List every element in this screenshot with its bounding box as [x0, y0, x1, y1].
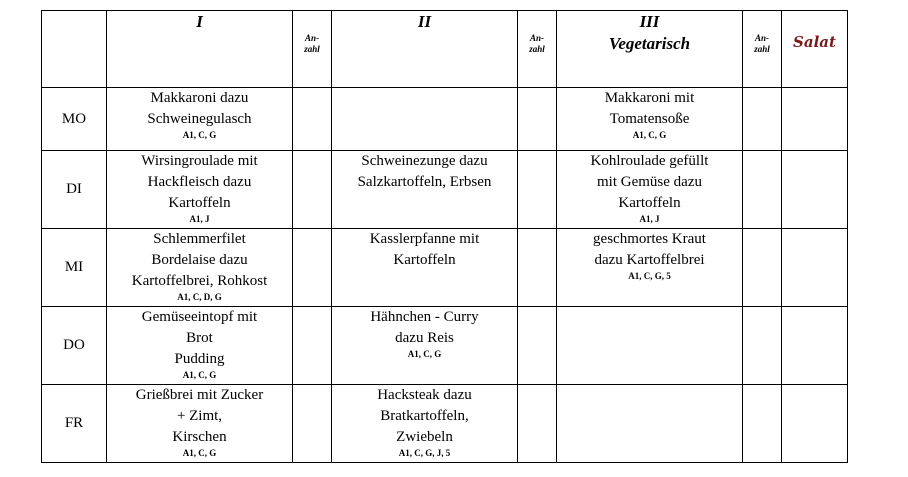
salat-cell: [782, 88, 848, 151]
dish-line: Bordelaise dazu: [151, 252, 248, 268]
header-anzahl-2: An- zahl: [518, 11, 557, 88]
allergen-codes: A1, C, G: [632, 130, 667, 140]
table-row: [42, 385, 848, 463]
anzahl-cell-3: [743, 88, 782, 151]
anzahl-cell-1: [293, 385, 332, 463]
dish-cell-1: [107, 385, 293, 463]
dish-cell-3: [557, 151, 743, 229]
header-day-corner: [42, 11, 107, 88]
anzahl-cell-2: [518, 151, 557, 229]
dish-cell-3: [557, 307, 743, 385]
dish-line: dazu Kartoffelbrei: [594, 252, 705, 268]
anzahl-cell-2: [518, 307, 557, 385]
dish-cell-3: [557, 385, 743, 463]
anzahl-cell-1: [293, 307, 332, 385]
dish-cell-1: [107, 88, 293, 151]
anzahl-cell-2: [518, 385, 557, 463]
day-cell: MI: [42, 229, 107, 307]
menu-table: [41, 10, 848, 463]
header-menu-3: [557, 11, 743, 88]
dish-line: Kohlroulade gefüllt: [590, 153, 709, 169]
anzahl-cell-2: [518, 229, 557, 307]
dish-cell-1: [107, 307, 293, 385]
day-cell: DO: [42, 307, 107, 385]
anzahl-cell-2: [518, 88, 557, 151]
dish-line: Makkaroni mit: [604, 90, 695, 106]
header-row: [42, 11, 848, 88]
anzahl-cell-3: [743, 385, 782, 463]
dish-line: + Zimt,: [176, 408, 223, 424]
allergen-codes: A1, J: [189, 214, 210, 224]
anzahl-cell-3: [743, 307, 782, 385]
dish-line: mit Gemüse dazu: [597, 174, 702, 190]
allergen-codes: A1, J: [639, 214, 660, 224]
header-menu-3-subtitle: Vegetarisch: [608, 34, 691, 53]
table-row: [42, 229, 848, 307]
dish-line: Schweinezunge dazu: [361, 153, 488, 169]
dish-line: dazu Reis: [395, 330, 454, 346]
dish-cell-2: [332, 151, 518, 229]
header-anzahl-3: An- zahl: [743, 11, 782, 88]
dish-line: Brot: [186, 330, 213, 346]
dish-line: Kasslerpfanne mit: [369, 231, 480, 247]
dish-line: Kartoffeln: [393, 252, 456, 268]
dish-cell-1: [107, 151, 293, 229]
salat-cell: [782, 307, 848, 385]
salat-cell: [782, 385, 848, 463]
allergen-codes: A1, C, G: [182, 130, 217, 140]
dish-line: Makkaroni dazu: [150, 90, 249, 106]
dish-line: geschmortes Kraut: [593, 231, 706, 247]
table-row: [42, 151, 848, 229]
day-cell: MO: [42, 88, 107, 151]
dish-line: Grießbrei mit Zucker: [135, 387, 264, 403]
allergen-codes: A1, C, G: [182, 370, 217, 380]
header-menu-2: II: [332, 11, 518, 88]
dish-line: Kartoffeln: [618, 195, 681, 211]
dish-line: Bratkartoffeln,: [380, 408, 469, 424]
dish-cell-3: [557, 88, 743, 151]
dish-line: Schlemmerfilet: [153, 231, 246, 247]
dish-line: Pudding: [174, 351, 225, 367]
dish-line: Tomatensoße: [609, 111, 690, 127]
dish-line: Wirsingroulade mit: [141, 153, 258, 169]
dish-line: Salzkartoffeln, Erbsen: [357, 174, 492, 190]
header-anzahl-1: An- zahl: [293, 11, 332, 88]
dish-cell-1: [107, 229, 293, 307]
anzahl-cell-1: [293, 229, 332, 307]
header-menu-1: I: [107, 11, 293, 88]
anzahl-cell-3: [743, 229, 782, 307]
anzahl-cell-1: [293, 88, 332, 151]
dish-line: Hackfleisch dazu: [147, 174, 252, 190]
dish-cell-3: [557, 229, 743, 307]
anzahl-cell-1: [293, 151, 332, 229]
dish-line: Kirschen: [172, 429, 227, 445]
dish-cell-2: [332, 88, 518, 151]
dish-line: Hacksteak dazu: [377, 387, 472, 403]
dish-cell-2: [332, 307, 518, 385]
dish-line: Schweinegulasch: [147, 111, 252, 127]
salat-cell: [782, 151, 848, 229]
day-cell: FR: [42, 385, 107, 463]
dish-line: Hähnchen - Curry: [370, 309, 479, 325]
header-salat: Salat: [782, 11, 848, 88]
salat-cell: [782, 229, 848, 307]
anzahl-cell-3: [743, 151, 782, 229]
dish-cell-2: [332, 385, 518, 463]
table-row: [42, 307, 848, 385]
dish-line: Kartoffelbrei, Rohkost: [131, 273, 268, 289]
day-cell: DI: [42, 151, 107, 229]
dish-cell-2: [332, 229, 518, 307]
allergen-codes: A1, C, D, G: [177, 292, 222, 302]
dish-line: Gemüseeintopf mit: [141, 309, 258, 325]
dish-line: Zwiebeln: [396, 429, 453, 445]
allergen-codes: A1, C, G, J, 5: [398, 448, 451, 458]
dish-line: Kartoffeln: [168, 195, 231, 211]
table-row: [42, 88, 848, 151]
header-menu-3-title: III: [639, 12, 660, 31]
allergen-codes: A1, C, G, 5: [628, 271, 671, 281]
allergen-codes: A1, C, G: [407, 349, 442, 359]
allergen-codes: A1, C, G: [182, 448, 217, 458]
